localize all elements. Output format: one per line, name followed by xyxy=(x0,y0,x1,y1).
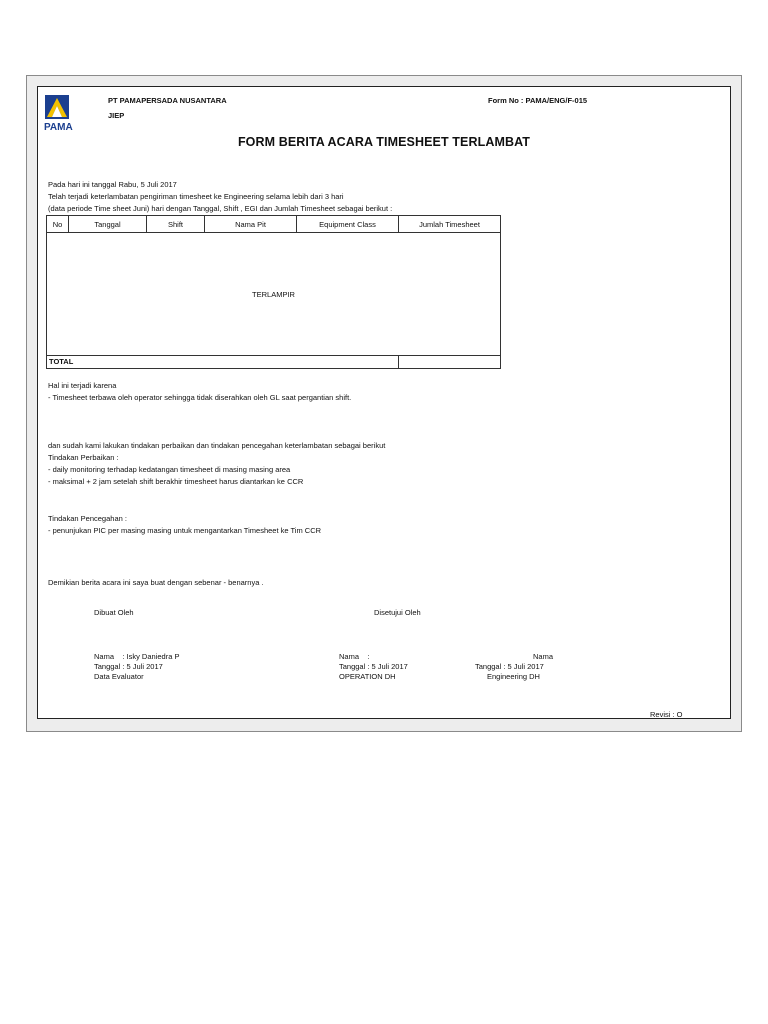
column-header-nama-pit: Nama Pit xyxy=(205,216,297,233)
signer-3-date: Tanggal : 5 Juli 2017 xyxy=(475,662,544,671)
intro-line-1: Pada hari ini tanggal Rabu, 5 Juli 2017 xyxy=(48,180,177,189)
signer-3-name: Nama xyxy=(533,652,554,661)
signer-2-role: OPERATION DH xyxy=(339,672,396,681)
table-total-row xyxy=(47,355,501,368)
column-header-tanggal: Tanggal xyxy=(69,216,147,233)
total-label: TOTAL xyxy=(47,355,399,368)
page-title: FORM BERITA ACARA TIMESHEET TERLAMBAT xyxy=(237,135,531,149)
cause-heading: Hal ini terjadi karena xyxy=(48,381,117,390)
signer-1-date: Tanggal : 5 Juli 2017 xyxy=(94,662,163,671)
site-name: JIEP xyxy=(108,111,125,120)
closing-statement: Demikian berita acara ini saya buat dengan sebenar - benarnya . xyxy=(48,578,264,587)
intro-line-2: Telah terjadi keterlambatan pengiriman timesheet ke Engineering selama lebih dari 3 hari xyxy=(48,192,344,201)
pama-logo xyxy=(44,94,86,134)
prevention-item: - penunjukan PIC per masing masing untuk mengantarkan Timesheet ke Tim CCR xyxy=(48,526,322,535)
table-header-row xyxy=(47,216,501,233)
column-header-equipment-class: Equipment Class xyxy=(297,216,399,233)
form-number: Form No : PAMA/ENG/F-015 xyxy=(488,96,588,105)
intro-line-3: (data periode Time sheet Juni) hari dengan Tanggal, Shift , EGI dan Jumlah Timesheet sebagai berikut : xyxy=(48,204,393,213)
signer-1-role: Data Evaluator xyxy=(94,672,144,681)
action-item-2: - maksimal + 2 jam setelah shift berakhir timesheet harus diantarkan ke CCR xyxy=(48,477,304,486)
attached-note: TERLAMPIR xyxy=(252,289,295,299)
total-value-cell xyxy=(399,355,501,368)
table-body-cell xyxy=(47,233,501,356)
document-frame xyxy=(26,75,742,732)
logo-text: PAMA xyxy=(44,122,73,133)
action-heading: Tindakan Perbaikan : xyxy=(48,453,119,462)
column-header-jumlah-timesheet: Jumlah Timesheet xyxy=(399,216,501,233)
column-header-no: No xyxy=(47,216,69,233)
approved-by-label: Disetujui Oleh xyxy=(374,608,421,617)
made-by-label: Dibuat Oleh xyxy=(94,608,134,617)
timesheet-table xyxy=(46,215,501,369)
signer-3-role: Engineering DH xyxy=(487,672,540,681)
revision-label: Revisi : O xyxy=(650,710,683,719)
signer-1-name: Nama : Isky Daniedra P xyxy=(94,652,180,661)
signer-2-date: Tanggal : 5 Juli 2017 xyxy=(339,662,408,671)
table-body-row xyxy=(47,233,501,356)
action-intro: dan sudah kami lakukan tindakan perbaikan dan tindakan pencegahan keterlambatan sebagai berikut xyxy=(48,441,386,450)
action-item-1: - daily monitoring terhadap kedatangan timesheet di masing masing area xyxy=(48,465,291,474)
column-header-shift: Shift xyxy=(147,216,205,233)
signer-2-name: Nama : xyxy=(339,652,370,661)
company-name: PT PAMAPERSADA NUSANTARA xyxy=(108,96,227,105)
form-page xyxy=(37,86,731,719)
prevention-heading: Tindakan Pencegahan : xyxy=(48,514,127,523)
cause-item: - Timesheet terbawa oleh operator sehingga tidak diserahkan oleh GL saat pergantian shift. xyxy=(48,393,352,402)
